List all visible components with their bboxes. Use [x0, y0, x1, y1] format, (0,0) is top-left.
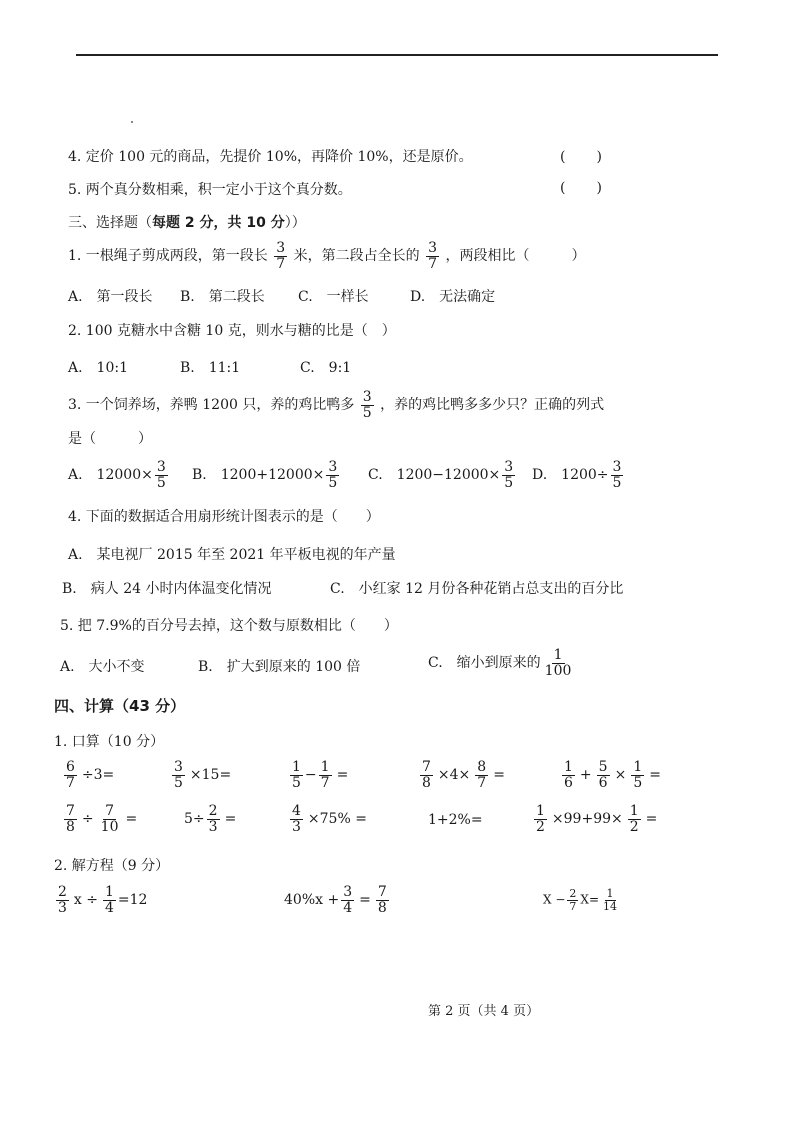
- text-run: ））: [284, 215, 306, 231]
- text-run: ×4×: [437, 767, 471, 784]
- text-run: A. 某电视厂 2015 年至 2021 年平板电视的年产量: [68, 547, 396, 563]
- text-run: 1. 一根绳子剪成两段，第一段长: [68, 248, 268, 265]
- fraction: [567, 888, 578, 912]
- text-run: 5: [633, 774, 643, 791]
- text-run: 10: [100, 818, 119, 835]
- text-run: 7: [320, 774, 330, 791]
- choice-q1: [68, 241, 585, 271]
- text-run: ÷3=: [81, 767, 115, 784]
- text-run: 第 2 页（共 4 页）: [428, 1004, 540, 1019]
- text-run: ( ): [560, 180, 603, 196]
- text-run: 5: [598, 759, 608, 775]
- text-run: =: [359, 892, 371, 909]
- text-run: 3: [612, 459, 622, 475]
- text-run: 1+2%=: [428, 812, 483, 828]
- text-run: A. 大小不变: [60, 659, 145, 675]
- fraction: [502, 460, 515, 490]
- text-run: =: [224, 811, 237, 828]
- oral-calc-title: [54, 731, 164, 751]
- text-run: =12: [117, 892, 148, 909]
- text-run: C. 缩小到原来的: [428, 655, 541, 672]
- oral-r2c1: [62, 804, 140, 834]
- fraction: [103, 885, 116, 915]
- text-run: 3: [58, 899, 67, 916]
- text-run: 是（ ）: [68, 431, 152, 447]
- text-run: B. 第二段长: [180, 289, 265, 305]
- choice-q4-option-c[interactable]: [330, 578, 623, 598]
- text-run: 3: [504, 459, 514, 475]
- text-run: 2: [629, 818, 639, 835]
- choice-q5: [60, 615, 398, 635]
- judge-q5-answer[interactable]: [560, 177, 603, 197]
- choice-q3-option-a[interactable]: [68, 460, 170, 490]
- text-run: 四、计算（43 分）: [54, 697, 186, 715]
- text-run: D. 无法确定: [410, 289, 496, 305]
- fraction: [534, 804, 547, 834]
- text-run: 1: [105, 884, 114, 900]
- fraction: [376, 885, 389, 915]
- section-4-title: [54, 695, 185, 716]
- judge-q4-answer[interactable]: [560, 146, 603, 166]
- fraction: [611, 460, 624, 490]
- text-run: =: [493, 767, 505, 784]
- text-run: 2: [536, 818, 545, 835]
- text-run: 5: [612, 474, 622, 491]
- choice-q3-option-c[interactable]: [368, 460, 517, 490]
- equation-1: [54, 885, 147, 915]
- text-run: 3: [428, 240, 438, 256]
- text-run: 8: [477, 759, 487, 775]
- choice-q1-option-b[interactable]: [180, 286, 265, 306]
- oral-r1c5: [560, 760, 664, 790]
- text-run: 1. 口算（10 分）: [54, 734, 165, 750]
- text-run: 6: [564, 774, 573, 791]
- text-run: B. 11:1: [180, 360, 241, 376]
- text-run: 6: [66, 759, 75, 775]
- text-run: 4. 定价 100 元的商品，先提价 10%，再降价 10%，还是原价。: [68, 149, 473, 165]
- choice-q1-option-a[interactable]: [68, 286, 153, 306]
- page-footer: [428, 1000, 539, 1019]
- text-run: 4: [343, 899, 353, 916]
- text-run: 8: [422, 774, 431, 791]
- choice-q4-option-b[interactable]: [62, 578, 271, 598]
- text-run: 2: [208, 803, 218, 819]
- text-run: 4: [105, 899, 114, 916]
- text-run: B. 1200+12000×: [192, 467, 325, 484]
- choice-q2-option-b[interactable]: [180, 357, 240, 377]
- choice-q3-line2: [68, 428, 152, 448]
- text-run: 3: [362, 389, 372, 405]
- oral-r2c5: [532, 804, 660, 834]
- text-run: C. 1200−12000×: [368, 467, 501, 484]
- text-run: 7: [569, 899, 577, 913]
- equation-2: [284, 885, 391, 915]
- text-run: A. 第一段长: [68, 289, 153, 305]
- fraction: [64, 804, 77, 834]
- text-run: 7: [276, 255, 286, 272]
- text-run: 100: [544, 662, 572, 679]
- fraction: [420, 760, 433, 790]
- oral-r1c2: [170, 760, 234, 790]
- text-run: 米，第二段占全长的: [293, 248, 420, 265]
- text-run: x ÷: [73, 892, 98, 909]
- fraction: [290, 760, 303, 790]
- text-run: B. 扩大到原来的 100 倍: [198, 659, 361, 675]
- text-run: =: [645, 811, 658, 828]
- fraction: [601, 888, 619, 912]
- text-run: 4. 下面的数据适合用扇形统计图表示的是（ ）: [68, 509, 380, 525]
- fraction: [543, 648, 574, 678]
- text-run: 每题 2 分，共 10 分: [152, 215, 285, 231]
- choice-q5-option-c[interactable]: [428, 648, 575, 678]
- section-3-title: [68, 212, 306, 232]
- fraction: [172, 760, 185, 790]
- choice-q1-option-d[interactable]: [410, 286, 495, 306]
- fraction: [207, 804, 220, 834]
- text-run: 3: [174, 759, 183, 775]
- text-run: D. 1200÷: [532, 467, 609, 484]
- text-run: 14: [603, 899, 618, 913]
- fraction: [341, 885, 354, 915]
- text-run: 1: [292, 759, 301, 775]
- judge-q5: [68, 179, 352, 199]
- text-run: 3. 一个饲养场，养鸭 1200 只，养的鸡比鸭多: [68, 397, 355, 414]
- text-run: C. 小红家 12 月份各种花销占总支出的百分比: [330, 581, 624, 597]
- text-run: C. 一样长: [298, 289, 369, 305]
- choice-q4-option-a[interactable]: [68, 544, 396, 564]
- text-run: ，养的鸡比鸭多多少只？正确的列式: [380, 397, 605, 414]
- text-run: 7: [66, 803, 75, 819]
- text-run: ×99+99×: [551, 811, 623, 828]
- text-run: A. 12000×: [68, 467, 153, 484]
- text-run: +: [579, 767, 592, 784]
- fraction: [99, 804, 121, 834]
- text-run: 2. 100 克糖水中含糖 10 克，则水与糖的比是（ ）: [68, 323, 396, 339]
- text-run: 1: [320, 759, 330, 775]
- text-run: 5: [504, 474, 514, 491]
- text-run: ×75% =: [307, 811, 367, 828]
- text-run: 1: [606, 887, 614, 900]
- fraction: [628, 804, 641, 834]
- text-run: 7: [477, 774, 487, 791]
- text-run: 5. 把 7.9%的百分号去掉，这个数与原数相比（ ）: [60, 618, 398, 634]
- text-run: ，两段相比（ ）: [445, 248, 586, 265]
- oral-r1c1: [62, 760, 117, 790]
- oral-r2c2: [184, 804, 239, 834]
- oral-r2c4: [428, 812, 483, 828]
- text-run: 3: [276, 240, 286, 256]
- choice-q3: [68, 390, 604, 420]
- text-run: 2: [569, 887, 577, 900]
- fraction: [326, 460, 339, 490]
- text-run: 7: [66, 774, 75, 791]
- text-run: 2: [58, 884, 67, 900]
- text-run: 5: [156, 474, 166, 491]
- text-run: 1: [553, 647, 563, 663]
- text-run: ×: [614, 767, 627, 784]
- text-run: B. 病人 24 小时内体温变化情况: [62, 581, 272, 597]
- text-run: 5: [328, 474, 338, 491]
- text-run: 7: [428, 255, 438, 272]
- text-run: 5: [174, 774, 183, 791]
- text-run: ÷: [81, 811, 94, 828]
- equation-title: [54, 855, 169, 875]
- header-rule: [76, 54, 718, 56]
- text-run: 5: [292, 774, 301, 791]
- fraction: [562, 760, 575, 790]
- text-run: 3: [156, 459, 166, 475]
- choice-q4: [68, 506, 380, 526]
- fraction: [319, 760, 332, 790]
- text-run: =: [336, 767, 349, 784]
- oral-r2c3: [288, 804, 370, 834]
- choice-q1-option-c[interactable]: [298, 286, 369, 306]
- text-run: 8: [66, 818, 75, 835]
- text-run: 8: [377, 899, 387, 916]
- choice-q2-option-a[interactable]: [68, 357, 128, 377]
- text-run: 5. 两个真分数相乘，积一定小于这个真分数。: [68, 182, 352, 198]
- text-run: 3: [292, 818, 301, 835]
- text-run: X −: [543, 892, 566, 907]
- fraction: [56, 885, 69, 915]
- text-run: 40%x +: [284, 892, 340, 909]
- choice-q2-option-c[interactable]: [300, 357, 351, 377]
- choice-q3-option-b[interactable]: [192, 460, 341, 490]
- fraction: [597, 760, 610, 790]
- text-run: 6: [598, 774, 608, 791]
- text-run: 5: [362, 404, 372, 421]
- choice-q2: [68, 320, 396, 340]
- text-run: C. 9:1: [300, 360, 352, 376]
- text-run: 7: [377, 884, 387, 900]
- text-run: 2. 解方程（9 分）: [54, 858, 170, 874]
- choice-q5-option-a[interactable]: [60, 656, 145, 676]
- text-run: =: [649, 767, 661, 784]
- text-run: 1: [564, 759, 573, 775]
- fraction: [274, 241, 287, 271]
- text-run: 1: [633, 759, 643, 775]
- text-run: −: [304, 767, 317, 784]
- text-run: ×15=: [189, 767, 232, 784]
- text-run: 7: [105, 803, 115, 819]
- text-run: 3: [343, 884, 353, 900]
- text-run: 3: [328, 459, 338, 475]
- text-run: 1: [536, 803, 545, 819]
- equation-3: [543, 888, 621, 912]
- fraction: [426, 241, 439, 271]
- fraction: [475, 760, 488, 790]
- text-run: =: [125, 811, 138, 828]
- text-run: A. 10:1: [68, 360, 128, 376]
- choice-q3-option-d[interactable]: [532, 460, 625, 490]
- scan-speck: [131, 121, 133, 123]
- oral-r1c4: [418, 760, 508, 790]
- choice-q5-option-b[interactable]: [198, 656, 360, 676]
- fraction: [631, 760, 644, 790]
- text-run: ( ): [560, 149, 603, 165]
- fraction: [64, 760, 77, 790]
- text-run: 三、选择题（: [68, 215, 152, 231]
- text-run: 5÷: [184, 811, 205, 828]
- text-run: 7: [422, 759, 431, 775]
- text-run: 3: [208, 818, 218, 835]
- fraction: [361, 390, 374, 420]
- fraction: [290, 804, 303, 834]
- judge-q4: [68, 146, 473, 166]
- oral-r1c3: [288, 760, 351, 790]
- text-run: 1: [629, 803, 639, 819]
- fraction: [155, 460, 168, 490]
- text-run: X=: [580, 892, 600, 907]
- text-run: 4: [292, 803, 301, 819]
